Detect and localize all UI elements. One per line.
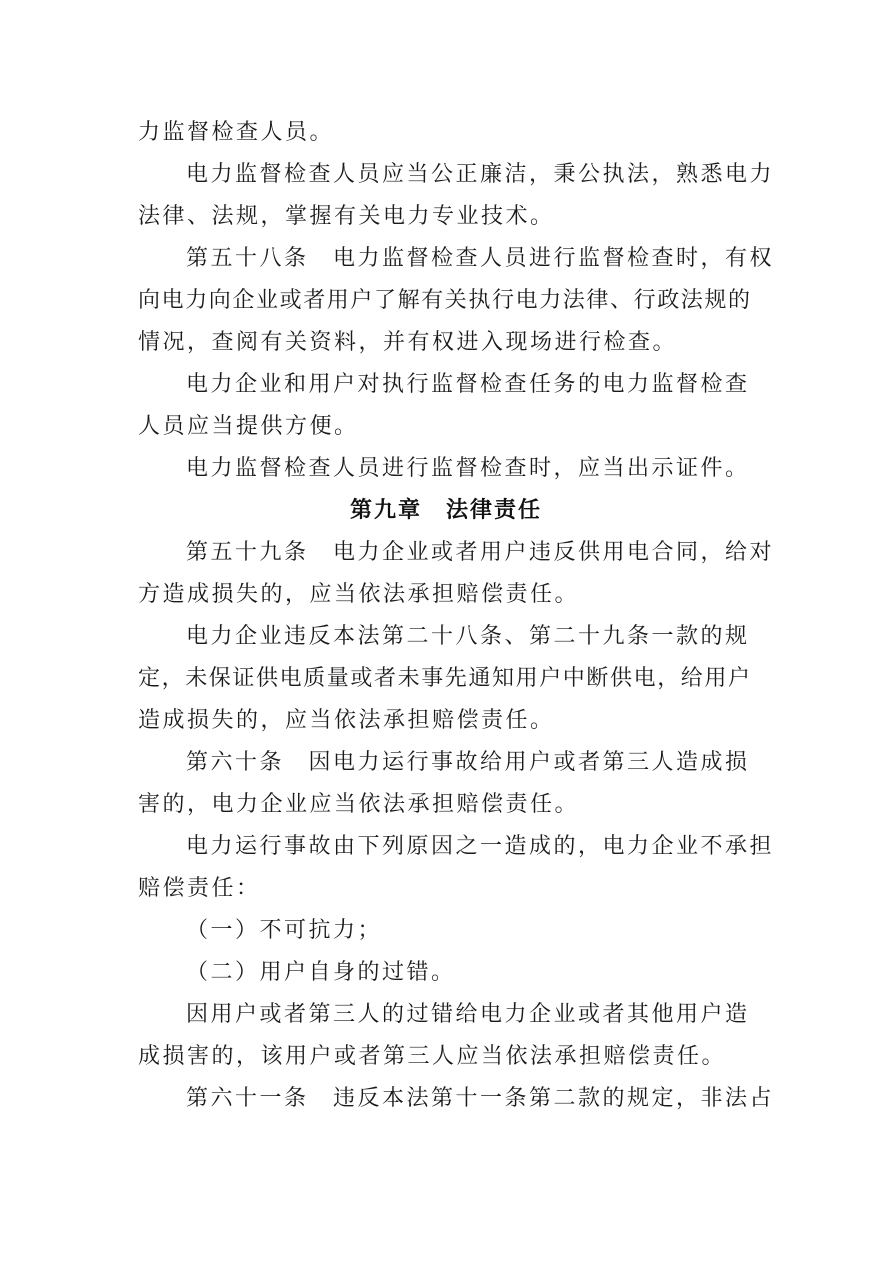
- text-line: 力监督检查人员。: [138, 120, 335, 145]
- text-line: 向电力向企业或者用户了解有关执行电力法律、行政法规的: [138, 288, 752, 313]
- text-line: 情况，查阅有关资料，并有权进入现场进行检查。: [138, 330, 678, 355]
- text-line: 定，未保证供电质量或者未事先通知用户中断供电，给用户: [138, 666, 752, 691]
- text-line: 因用户或者第三人的过错给电力企业或者其他用户造: [186, 1002, 750, 1027]
- text-line: 电力运行事故由下列原因之一造成的，电力企业不承担: [186, 834, 775, 859]
- chapter-heading: 第九章 法律责任: [349, 498, 542, 523]
- text-line: 电力企业违反本法第二十八条、第二十九条一款的规: [186, 624, 750, 649]
- list-item-2: （二）用户自身的过错。: [186, 960, 456, 985]
- article-60-line: 第六十条 因电力运行事故给用户或者第三人造成损: [186, 750, 750, 775]
- text-line: 电力监督检查人员应当公正廉洁，秉公执法，熟悉电力: [186, 162, 775, 187]
- text-line: 人员应当提供方便。: [138, 414, 359, 439]
- text-line: 方造成损失的，应当依法承担赔偿责任。: [138, 582, 580, 607]
- text-line: 害的，电力企业应当依法承担赔偿责任。: [138, 792, 580, 817]
- text-line: 电力监督检查人员进行监督检查时，应当出示证件。: [186, 456, 750, 481]
- text-line: 法律、法规，掌握有关电力专业技术。: [138, 204, 555, 229]
- article-59-line: 第五十九条 电力企业或者用户违反供用电合同，给对: [186, 540, 775, 565]
- list-item-1: （一）不可抗力；: [186, 918, 383, 943]
- text-line: 电力企业和用户对执行监督检查任务的电力监督检查: [186, 372, 750, 397]
- text-line: 成损害的，该用户或者第三人应当依法承担赔偿责任。: [138, 1044, 727, 1069]
- article-61-line: 第六十一条 违反本法第十一条第二款的规定，非法占: [186, 1086, 775, 1111]
- text-line: 造成损失的，应当依法承担赔偿责任。: [138, 708, 555, 733]
- text-line: 赔偿责任：: [138, 876, 261, 901]
- article-58-line: 第五十八条 电力监督检查人员进行监督检查时，有权: [186, 246, 775, 271]
